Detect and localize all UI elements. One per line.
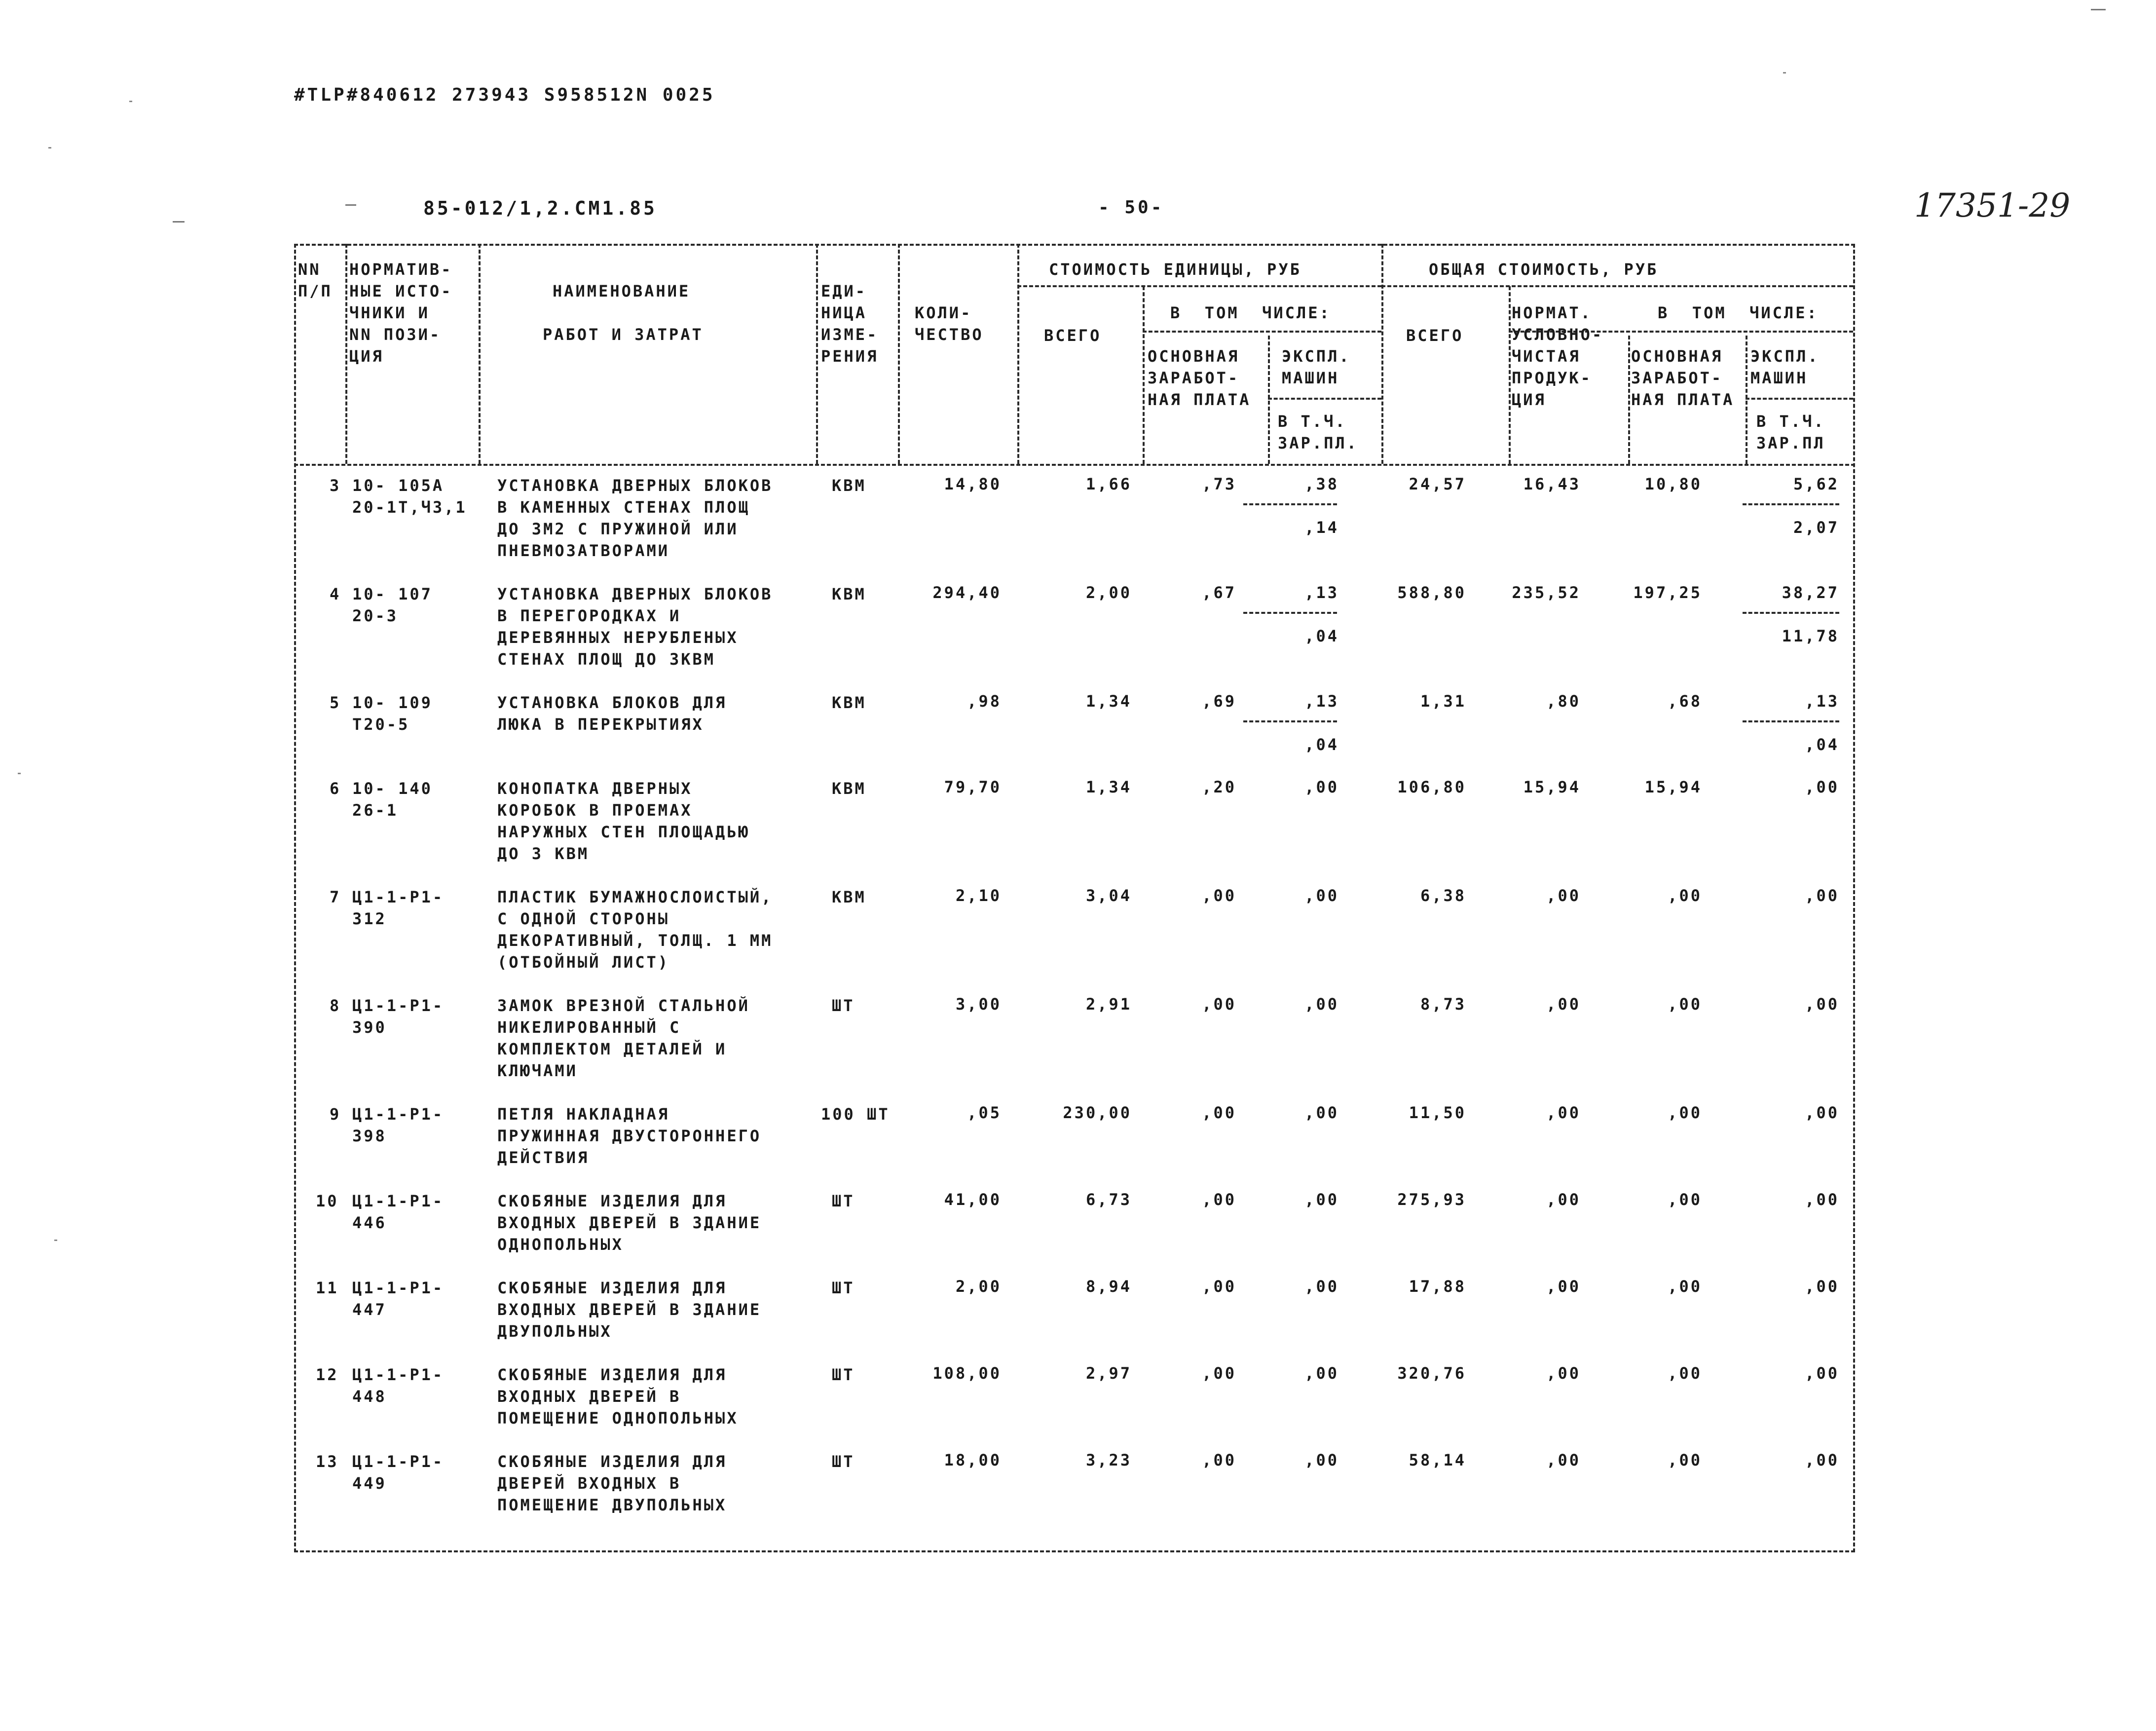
row-unit: ШТ [832, 1279, 855, 1297]
row-unit: КВМ [832, 585, 866, 603]
row-unit-machines: ,00 [1304, 1277, 1339, 1296]
row-quantity: 2,10 [955, 886, 1002, 905]
row-unit: ШТ [832, 1365, 855, 1384]
row-total-machines: ,00 [1805, 1190, 1839, 1209]
row-unit: 100 ШТ [821, 1105, 890, 1124]
row-normative-production: 235,52 [1512, 583, 1581, 602]
header-subrule [1143, 331, 1381, 333]
row-unit-machines: ,00 [1304, 1190, 1339, 1209]
page-number: - 50- [1098, 197, 1164, 218]
row-unit-machines-wage: ,14 [1304, 518, 1339, 537]
col-separator [345, 244, 347, 464]
row-name: СКОБЯНЫЕ ИЗДЕЛИЯ ДЛЯ ВХОДНЫХ ДВЕРЕЙ В ЗДАНИЕ ОДНОПОЛЬНЫХ [497, 1192, 762, 1254]
handwritten-sheet-number: 17351-29 [1914, 187, 2071, 225]
row-unit-machines: ,13 [1304, 583, 1339, 602]
row-name: СКОБЯНЫЕ ИЗДЕЛИЯ ДЛЯ ВХОДНЫХ ДВЕРЕЙ В ЗДАНИЕ ДВУПОЛЬНЫХ [497, 1279, 762, 1341]
row-total: 11,50 [1409, 1103, 1466, 1122]
row-normative-production: ,00 [1546, 1103, 1581, 1122]
row-quantity: 79,70 [944, 778, 1002, 796]
row-unit-total: 2,00 [1085, 583, 1132, 602]
row-quantity: ,05 [967, 1103, 1002, 1122]
row-quantity: 294,40 [932, 583, 1002, 602]
row-norm-code: Ц1-1-Р1- 398 [352, 1105, 445, 1145]
row-number: 7 [330, 888, 341, 906]
row-unit-wage: ,00 [1202, 995, 1236, 1014]
row-total-machines: ,00 [1805, 995, 1839, 1014]
row-unit-machines-wage: ,04 [1304, 627, 1339, 645]
row-total-machines-wage: 2,07 [1793, 518, 1839, 537]
col-separator [1381, 244, 1383, 464]
row-number: 6 [330, 779, 341, 798]
row-unit: ШТ [832, 1452, 855, 1471]
row-unit-wage: ,00 [1202, 1277, 1236, 1296]
header-total-cost: ОБЩАЯ СТОИМОСТЬ, РУБ [1429, 260, 1659, 279]
row-unit-wage: ,20 [1202, 778, 1236, 796]
row-unit-total: 1,34 [1085, 778, 1132, 796]
row-total-wage: ,00 [1668, 1364, 1702, 1383]
row-quantity: 18,00 [944, 1451, 1002, 1469]
table-top-rule [294, 244, 1855, 246]
row-total-machines: ,00 [1805, 1103, 1839, 1122]
header-total-wage: ОСНОВНАЯ ЗАРАБОТ- НАЯ ПЛАТА [1631, 347, 1735, 409]
row-quantity: 41,00 [944, 1190, 1002, 1209]
row-normative-production: ,00 [1546, 1364, 1581, 1383]
row-total: 320,76 [1397, 1364, 1466, 1383]
row-unit-machines-divider [1243, 503, 1337, 505]
row-unit-total: 8,94 [1085, 1277, 1132, 1296]
header-unit-incl: В ТОМ ЧИСЛЕ: [1170, 303, 1331, 322]
row-unit: КВМ [832, 476, 866, 495]
row-normative-production: ,80 [1546, 692, 1581, 711]
row-name: УСТАНОВКА ДВЕРНЫХ БЛОКОВ В КАМЕННЫХ СТЕНАХ ПЛОЩ ДО 3М2 С ПРУЖИНОЙ ИЛИ ПНЕВМОЗАТВОРАМИ [497, 476, 773, 560]
margin-mark [173, 221, 185, 223]
page-reference: 85-012/1,2.СМ1.85 [423, 197, 657, 219]
row-name: ЗАМОК ВРЕЗНОЙ СТАЛЬНОЙ НИКЕЛИРОВАННЫЙ С КОМПЛЕКТОМ ДЕТАЛЕЙ И КЛЮЧАМИ [497, 996, 750, 1080]
row-total-machines: ,00 [1805, 886, 1839, 905]
row-unit-machines: ,00 [1304, 1451, 1339, 1469]
scan-speck [48, 147, 51, 149]
row-unit-wage: ,00 [1202, 886, 1236, 905]
scan-speck [18, 773, 21, 774]
row-total-wage: 15,94 [1644, 778, 1702, 796]
row-total-machines: 5,62 [1793, 475, 1839, 493]
header-quantity: КОЛИ- ЧЕСТВО [915, 303, 984, 344]
header-total-incl: В ТОМ ЧИСЛЕ: [1658, 303, 1819, 322]
row-unit: КВМ [832, 779, 866, 798]
row-norm-code: 10- 109 Т20-5 [352, 693, 433, 734]
header-name-line2: РАБОТ И ЗАТРАТ [543, 325, 704, 344]
row-norm-code: 10- 105А 20-1Т,Ч3,1 [352, 476, 467, 517]
row-unit-wage: ,69 [1202, 692, 1236, 711]
header-subrule [1746, 398, 1853, 400]
row-name: СКОБЯНЫЕ ИЗДЕЛИЯ ДЛЯ ВХОДНЫХ ДВЕРЕЙ В ПОМЕЩЕНИЕ ОДНОПОЛЬНЫХ [497, 1365, 739, 1428]
row-total-wage: ,00 [1668, 995, 1702, 1014]
row-name: УСТАНОВКА ДВЕРНЫХ БЛОКОВ В ПЕРЕГОРОДКАХ И ДЕРЕВЯННЫХ НЕРУБЛЕНЫХ СТЕНАХ ПЛОЩ ДО 3КВМ [497, 585, 773, 669]
row-normative-production: ,00 [1546, 1190, 1581, 1209]
row-total-machines: ,00 [1805, 1277, 1839, 1296]
row-total: 275,93 [1397, 1190, 1466, 1209]
row-total-machines-wage: 11,78 [1782, 627, 1839, 645]
row-total-wage: ,00 [1668, 1190, 1702, 1209]
row-total: 24,57 [1409, 475, 1466, 493]
margin-mark [2091, 9, 2106, 10]
row-normative-production: ,00 [1546, 1451, 1581, 1469]
table-bottom-rule [294, 1550, 1855, 1552]
row-unit-total: 3,04 [1085, 886, 1132, 905]
row-total: 17,88 [1409, 1277, 1466, 1296]
row-norm-code: Ц1-1-Р1- 312 [352, 888, 445, 928]
row-normative-production: ,00 [1546, 995, 1581, 1014]
col-separator [1143, 286, 1145, 464]
row-total: 588,80 [1397, 583, 1466, 602]
row-name: УСТАНОВКА БЛОКОВ ДЛЯ ЛЮКА В ПЕРЕКРЫТИЯХ [497, 693, 727, 734]
row-norm-code: Ц1-1-Р1- 446 [352, 1192, 445, 1232]
row-unit-machines-divider [1243, 720, 1337, 722]
row-unit-wage: ,73 [1202, 475, 1236, 493]
row-quantity: 14,80 [944, 475, 1002, 493]
row-norm-code: 10- 140 26-1 [352, 779, 433, 820]
col-separator [1509, 286, 1511, 464]
row-total-machines: ,00 [1805, 1364, 1839, 1383]
row-quantity: ,98 [967, 692, 1002, 711]
table-left-border [294, 244, 296, 1552]
row-total-machines-divider [1743, 503, 1839, 505]
row-quantity: 2,00 [955, 1277, 1002, 1296]
row-normative-production: ,00 [1546, 886, 1581, 905]
row-quantity: 108,00 [932, 1364, 1002, 1383]
row-total: 8,73 [1420, 995, 1466, 1014]
row-number: 9 [330, 1105, 341, 1124]
row-unit-wage: ,00 [1202, 1451, 1236, 1469]
row-unit-total: 1,34 [1085, 692, 1132, 711]
row-normative-production: 15,94 [1523, 778, 1581, 796]
row-unit: КВМ [832, 888, 866, 906]
row-total-wage: 10,80 [1644, 475, 1702, 493]
row-unit-machines-divider [1243, 612, 1337, 614]
header-unit-total: ВСЕГО [1044, 326, 1102, 345]
scan-speck [129, 101, 132, 102]
row-unit-total: 3,23 [1085, 1451, 1132, 1469]
row-normative-production: ,00 [1546, 1277, 1581, 1296]
header-unit-wage: ОСНОВНАЯ ЗАРАБОТ- НАЯ ПЛАТА [1148, 347, 1251, 409]
row-total-machines-wage: ,04 [1805, 735, 1839, 754]
row-number: 8 [330, 996, 341, 1015]
row-unit-machines: ,38 [1304, 475, 1339, 493]
col-separator [1628, 336, 1630, 464]
row-total-machines-divider [1743, 612, 1839, 614]
row-total: 1,31 [1420, 692, 1466, 711]
row-number: 10 [316, 1192, 339, 1210]
row-quantity: 3,00 [955, 995, 1002, 1014]
row-total-wage: ,00 [1668, 886, 1702, 905]
row-number: 4 [330, 585, 341, 603]
margin-mark [345, 204, 356, 206]
scan-speck [1783, 72, 1786, 74]
row-unit-wage: ,67 [1202, 583, 1236, 602]
row-unit-total: 230,00 [1063, 1103, 1132, 1122]
document-code: #TLP#840612 273943 S958512N 0025 [294, 85, 715, 105]
row-unit-machines: ,00 [1304, 1103, 1339, 1122]
table-right-border [1853, 244, 1855, 1552]
header-total-machines: ЭКСПЛ. МАШИН [1750, 347, 1820, 387]
row-unit: КВМ [832, 693, 866, 712]
row-total: 106,80 [1397, 778, 1466, 796]
header-bottom-rule [294, 464, 1855, 466]
row-normative-production: 16,43 [1523, 475, 1581, 493]
row-total-wage: 197,25 [1633, 583, 1702, 602]
header-normative-production: НОРМАТ. УСЛОВНО- ЧИСТАЯ ПРОДУК- ЦИЯ [1512, 303, 1604, 409]
row-total-machines: ,00 [1805, 778, 1839, 796]
row-unit-total: 1,66 [1085, 475, 1132, 493]
row-unit-machines: ,00 [1304, 1364, 1339, 1383]
row-total-machines: ,00 [1805, 1451, 1839, 1469]
header-unit-machines: ЭКСПЛ. МАШИН [1282, 347, 1351, 387]
row-name: ПЛАСТИК БУМАЖНОСЛОИСТЫЙ, С ОДНОЙ СТОРОНЫ ДЕКОРАТИВНЫЙ, ТОЛЩ. 1 ММ (ОТБОЙНЫЙ ЛИСТ) [497, 888, 773, 972]
col-separator [1268, 336, 1270, 464]
row-number: 5 [330, 693, 341, 712]
header-unit: ЕДИ- НИЦА ИЗМЕ- РЕНИЯ [821, 282, 879, 366]
row-unit: ШТ [832, 996, 855, 1015]
row-unit-machines: ,00 [1304, 995, 1339, 1014]
header-unit-cost: СТОИМОСТЬ ЕДИНИЦЫ, РУБ [1049, 260, 1301, 279]
col-separator [1746, 336, 1747, 464]
row-norm-code: Ц1-1-Р1- 390 [352, 996, 445, 1037]
header-unit-machines-wage: В Т.Ч. ЗАР.ПЛ. [1278, 412, 1358, 452]
row-total: 6,38 [1420, 886, 1466, 905]
row-unit-machines: ,00 [1304, 778, 1339, 796]
row-unit-total: 2,97 [1085, 1364, 1132, 1383]
row-name: СКОБЯНЫЕ ИЗДЕЛИЯ ДЛЯ ДВЕРЕЙ ВХОДНЫХ В ПОМЕЩЕНИЕ ДВУПОЛЬНЫХ [497, 1452, 727, 1514]
row-number: 3 [330, 476, 341, 495]
row-total-wage: ,00 [1668, 1277, 1702, 1296]
col-separator [898, 244, 900, 464]
header-norm-source: НОРМАТИВ- НЫЕ ИСТО- ЧНИКИ И NN ПОЗИ- ЦИЯ [349, 260, 453, 366]
col-separator [816, 244, 818, 464]
col-separator [479, 244, 481, 464]
header-subrule [1143, 331, 1144, 333]
header-nn: NN П/П [298, 260, 333, 301]
col-separator [1017, 244, 1019, 464]
row-unit-machines: ,13 [1304, 692, 1339, 711]
row-number: 11 [316, 1279, 339, 1297]
header-name-line1: НАИМЕНОВАНИЕ [553, 282, 691, 301]
row-number: 13 [316, 1452, 339, 1471]
row-unit-wage: ,00 [1202, 1364, 1236, 1383]
row-unit-total: 6,73 [1085, 1190, 1132, 1209]
scan-speck [54, 1240, 57, 1241]
row-unit-wage: ,00 [1202, 1103, 1236, 1122]
header-total-machines-wage: В Т.Ч. ЗАР.ПЛ [1756, 412, 1825, 452]
row-name: ПЕТЛЯ НАКЛАДНАЯ ПРУЖИННАЯ ДВУСТОРОННЕГО ДЕЙСТВИЯ [497, 1105, 762, 1167]
header-total-total: ВСЕГО [1406, 326, 1464, 345]
row-name: КОНОПАТКА ДВЕРНЫХ КОРОБОК В ПРОЕМАХ НАРУЖНЫХ СТЕН ПЛОЩАДЬЮ ДО 3 КВМ [497, 779, 750, 863]
row-total-wage: ,00 [1668, 1451, 1702, 1469]
row-norm-code: Ц1-1-Р1- 447 [352, 1279, 445, 1319]
row-norm-code: 10- 107 20-3 [352, 585, 433, 625]
row-total-wage: ,00 [1668, 1103, 1702, 1122]
row-total-machines: 38,27 [1782, 583, 1839, 602]
row-unit-total: 2,91 [1085, 995, 1132, 1014]
row-unit: ШТ [832, 1192, 855, 1210]
header-subrule [1017, 285, 1381, 287]
header-subrule [1268, 398, 1381, 400]
row-total: 58,14 [1409, 1451, 1466, 1469]
row-unit-machines-wage: ,04 [1304, 735, 1339, 754]
header-subrule [1381, 285, 1853, 287]
row-total-wage: ,68 [1668, 692, 1702, 711]
row-norm-code: Ц1-1-Р1- 449 [352, 1452, 445, 1493]
row-unit-wage: ,00 [1202, 1190, 1236, 1209]
row-unit-machines: ,00 [1304, 886, 1339, 905]
row-number: 12 [316, 1365, 339, 1384]
row-total-machines: ,13 [1805, 692, 1839, 711]
row-total-machines-divider [1743, 720, 1839, 722]
row-norm-code: Ц1-1-Р1- 448 [352, 1365, 445, 1406]
